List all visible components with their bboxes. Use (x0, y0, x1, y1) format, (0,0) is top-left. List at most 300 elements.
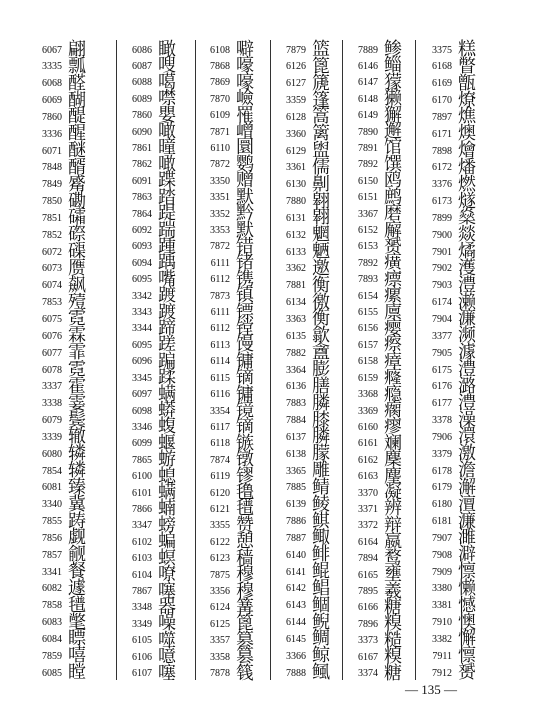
entry-character: 燔 (458, 156, 476, 178)
entry-code: 3340 (42, 499, 62, 511)
entry-code: 7880 (286, 196, 306, 208)
entry-code: 3379 (432, 448, 452, 460)
entry-character: 鲳 (312, 577, 330, 599)
entry-character: 螨 (158, 482, 176, 504)
entry-row (418, 663, 476, 683)
entry-character: 澼 (458, 544, 476, 566)
entry-code: 7894 (358, 553, 378, 565)
entry-character: 霎 (68, 392, 86, 414)
entry-character: 鲱 (312, 544, 330, 566)
entry-character: 儒 (312, 156, 330, 178)
entry-code: 6096 (132, 356, 152, 368)
entry-character: 篷 (312, 89, 330, 111)
entry-character: 磲 (68, 241, 86, 263)
entry-character: 噻 (158, 662, 176, 684)
entry-character: 篱 (312, 123, 330, 145)
entry-character: 霓 (68, 359, 86, 380)
entry-row (196, 664, 254, 684)
entry-code: 6180 (432, 499, 452, 511)
entry-character: 镠 (236, 465, 254, 487)
entry-code: 6094 (132, 257, 152, 269)
entry-character: 嚎 (236, 55, 254, 77)
entry-code: 3337 (42, 381, 62, 393)
entry-code: 6123 (210, 553, 230, 565)
entry-character: 觱 (68, 173, 86, 195)
entry-character: 镌 (236, 268, 254, 290)
entry-character: 醚 (68, 140, 86, 162)
entry-code: 7865 (132, 454, 152, 466)
entry-code: 6134 (286, 297, 306, 309)
entry-code: 7862 (132, 159, 152, 171)
entry-code: 6077 (42, 347, 62, 359)
entry-character: 壅 (384, 564, 402, 586)
entry-character: 踌 (68, 510, 86, 532)
entry-character: 瘭 (384, 268, 402, 290)
entry-code: 3338 (42, 398, 62, 410)
entry-code: 6175 (432, 364, 452, 376)
entry-code: 3353 (210, 225, 230, 236)
entry-character: 氅 (68, 611, 86, 633)
entry-character: 氇 (236, 482, 254, 504)
entry-code: 6084 (42, 633, 62, 645)
entry-character: 糖 (384, 662, 402, 684)
entry-code: 3371 (358, 503, 378, 515)
entry-column-2 (118, 39, 200, 684)
entry-character: 镇 (236, 285, 254, 307)
entry-column-1 (28, 39, 118, 684)
entry-character: 器 (158, 596, 176, 618)
entry-code: 3381 (432, 600, 452, 612)
entry-character: 燧 (458, 190, 476, 212)
entry-character: 踵 (158, 235, 176, 257)
entry-code: 6092 (132, 225, 152, 236)
entry-code: 3355 (210, 520, 230, 532)
entry-code: 6146 (358, 60, 378, 72)
entry-character: 螟 (158, 547, 176, 569)
entry-character: 蹁 (158, 350, 176, 372)
entry-character: 燚 (458, 224, 476, 246)
column-divider (270, 40, 271, 680)
entry-code: 7900 (432, 229, 452, 241)
entry-character: 魉 (312, 241, 330, 263)
entry-character: 懊 (458, 611, 476, 633)
entry-character: 辚 (68, 460, 86, 482)
entry-character: 鲷 (312, 628, 330, 650)
entry-code: 6078 (42, 364, 62, 376)
entry-code: 6166 (358, 602, 378, 614)
entry-code: 7892 (358, 257, 378, 269)
entry-character: 懈 (458, 628, 476, 650)
entry-code: 6156 (358, 323, 378, 335)
entry-code: 7868 (210, 60, 230, 72)
entry-character: 激 (458, 443, 476, 465)
entry-character: 鲸 (312, 645, 330, 667)
entry-character: 嚎 (236, 71, 254, 93)
entry-character: 瞠 (68, 662, 86, 684)
entry-code: 6111 (210, 257, 230, 269)
entry-code: 6099 (132, 438, 152, 450)
entry-code: 6176 (432, 381, 452, 393)
entry-code: 7905 (432, 347, 452, 359)
entry-character: 鸥 (384, 170, 402, 192)
entry-code: 7860 (42, 111, 62, 123)
entry-column-6 (418, 39, 498, 684)
entry-code: 6135 (286, 330, 306, 342)
entry-character: 鲵 (312, 611, 330, 633)
entry-code: 3375 (432, 44, 452, 56)
entry-character: 镦 (236, 449, 254, 471)
entry-code: 3351 (210, 192, 230, 204)
entry-code: 6152 (358, 225, 378, 236)
entry-code: 6129 (286, 145, 306, 157)
entry-code: 6112 (210, 274, 230, 286)
entry-code: 7885 (286, 482, 306, 494)
entry-code: 6115 (210, 372, 230, 384)
entry-character: 蹄 (158, 317, 176, 339)
entry-code: 6126 (286, 61, 306, 73)
entry-character: 燃 (458, 173, 476, 195)
entry-code: 6169 (432, 78, 452, 90)
entry-character: 噬 (158, 629, 176, 651)
entry-character: 澥 (458, 476, 476, 498)
entry-character: 穑 (236, 547, 254, 569)
entry-code: 7873 (210, 290, 230, 302)
entry-character: 瞥 (458, 55, 476, 77)
entry-code: 6068 (42, 78, 62, 90)
entry-character: 凝 (384, 482, 402, 504)
entry-character: 鲰 (312, 527, 330, 549)
entry-code: 7872 (210, 241, 230, 253)
entry-code: 6177 (432, 398, 452, 410)
entry-code: 6131 (286, 212, 306, 224)
entry-character: 殪 (68, 291, 86, 313)
entry-character: 斓 (384, 432, 402, 454)
entry-character: 篡 (236, 629, 254, 651)
entry-character: 燏 (458, 241, 476, 263)
entry-character: 曈 (158, 137, 176, 159)
entry-character: 镞 (236, 432, 254, 454)
entry-code: 6148 (358, 93, 378, 105)
entry-character: 蝘 (158, 432, 176, 454)
entry-character: 盥 (312, 140, 330, 162)
entry-character: 觑 (68, 527, 86, 549)
entry-code: 3373 (358, 635, 378, 647)
entry-code: 3341 (42, 566, 62, 578)
entry-character: 圜 (236, 137, 254, 159)
entry-character: 嘻 (68, 645, 86, 667)
entry-code: 3347 (132, 520, 152, 532)
entry-code: 3370 (358, 487, 378, 499)
entry-code: 3354 (210, 405, 230, 417)
entry-code: 7866 (132, 503, 152, 515)
entry-character: 瘰 (384, 285, 402, 307)
entry-code: 7906 (432, 431, 452, 443)
entry-character: 醑 (68, 156, 86, 178)
entry-character: 癃 (384, 367, 402, 389)
entry-code: 6108 (210, 44, 230, 56)
entry-character: 镖 (236, 301, 254, 323)
entry-code: 6117 (210, 421, 230, 433)
entry-character: 噶 (158, 71, 176, 93)
entry-character: 歙 (312, 325, 330, 347)
entry-character: 邂 (384, 121, 402, 143)
entry-code: 7886 (286, 516, 306, 528)
entry-character: 廪 (384, 301, 402, 323)
entry-character: 膦 (312, 426, 330, 448)
entry-code: 7856 (42, 532, 62, 544)
entry-code: 3364 (286, 364, 306, 376)
entry-code: 6178 (432, 465, 452, 477)
entry-code: 3346 (132, 421, 152, 433)
entry-character: 踱 (158, 285, 176, 307)
entry-character: 赝 (68, 257, 86, 279)
entry-code: 7855 (42, 516, 62, 528)
entry-character: 霖 (68, 325, 86, 347)
entry-character: 镗 (236, 317, 254, 339)
entry-code: 3359 (286, 95, 306, 107)
entry-character: 麇 (384, 449, 402, 471)
entry-character: 瞟 (68, 628, 86, 650)
entry-code: 6124 (210, 602, 230, 614)
entry-code: 6153 (358, 241, 378, 253)
entry-code: 6098 (132, 405, 152, 417)
entry-character: 噤 (158, 88, 176, 110)
entry-row (118, 664, 176, 684)
entry-character: 燠 (458, 123, 476, 145)
entry-character: 锗 (236, 252, 254, 274)
entry-code: 6074 (42, 280, 62, 292)
entry-character: 瓢 (68, 55, 86, 77)
entry-code: 7869 (210, 77, 230, 89)
entry-code: 7871 (210, 126, 230, 138)
entry-character: 辚 (68, 443, 86, 465)
entry-code: 7872 (210, 159, 230, 171)
entry-code: 6167 (358, 651, 378, 663)
entry-character: 醛 (68, 72, 86, 94)
entry-character: 霓 (68, 308, 86, 330)
entry-code: 3366 (286, 650, 306, 662)
entry-character: 獬 (384, 104, 402, 126)
entry-code: 7890 (358, 126, 378, 138)
entry-character: 瘴 (384, 350, 402, 372)
entry-character: 嘴 (158, 268, 176, 290)
entry-code: 6174 (432, 297, 452, 309)
entry-character: 醐 (68, 89, 86, 111)
entry-code: 6116 (210, 389, 230, 401)
entry-character: 麈 (384, 465, 402, 487)
entry-code: 6122 (210, 536, 230, 548)
entry-character: 鲴 (312, 594, 330, 616)
entry-character: 蝣 (158, 449, 176, 471)
entry-code: 3368 (358, 389, 378, 401)
entry-code: 6138 (286, 448, 306, 460)
entry-character: 篝 (236, 596, 254, 618)
entry-code: 6151 (358, 192, 378, 204)
entry-character: 澹 (458, 460, 476, 482)
entry-code: 6097 (132, 389, 152, 401)
entry-character: 螅 (158, 465, 176, 487)
entry-code: 6161 (358, 438, 378, 450)
entry-code: 6150 (358, 175, 378, 187)
entry-character: 獴 (384, 71, 402, 93)
entry-code: 6107 (132, 668, 152, 680)
entry-character: 磜 (68, 224, 86, 246)
entry-character: 潞 (458, 375, 476, 397)
entry-code: 6083 (42, 617, 62, 629)
entry-code: 3378 (432, 415, 452, 427)
entry-character: 餐 (68, 561, 86, 583)
entry-code: 7874 (210, 454, 230, 466)
entry-character: 鹦 (236, 153, 254, 175)
entry-character: 噉 (158, 121, 176, 143)
entry-code: 6121 (210, 503, 230, 515)
entry-character: 醍 (68, 106, 86, 128)
entry-character: 濉 (458, 527, 476, 549)
entry-code: 7907 (432, 532, 452, 544)
entry-character: 膦 (312, 392, 330, 414)
entry-character: 懒 (458, 577, 476, 599)
entry-code: 3350 (210, 175, 230, 187)
entry-character: 燋 (458, 106, 476, 128)
entry-character: 蝙 (158, 531, 176, 553)
entry-code: 3343 (132, 307, 152, 319)
entry-code: 7857 (42, 549, 62, 561)
entry-character: 嗖 (158, 55, 176, 77)
entry-code: 6141 (286, 566, 306, 578)
entry-code: 6085 (42, 667, 62, 679)
entry-code: 6127 (286, 78, 306, 90)
entry-character: 篪 (312, 72, 330, 94)
entry-character: 磡 (68, 190, 86, 212)
entry-character: 濂 (458, 510, 476, 532)
entry-code: 6170 (432, 95, 452, 107)
entry-code: 6101 (132, 487, 152, 499)
entry-code: 3356 (210, 586, 230, 598)
entry-character: 错 (236, 235, 254, 257)
entry-code: 7911 (432, 650, 452, 662)
entry-code: 6109 (210, 110, 230, 122)
entry-character: 澧 (458, 359, 476, 380)
entry-character: 鲲 (312, 561, 330, 583)
entry-code: 7904 (432, 313, 452, 325)
entry-code: 6105 (132, 635, 152, 647)
entry-code: 6154 (358, 290, 378, 302)
entry-character: 黔 (236, 203, 254, 225)
entry-code: 7860 (132, 110, 152, 122)
entry-character: 膝 (312, 409, 330, 431)
entry-character: 醒 (68, 123, 86, 145)
entry-character: 觎 (68, 544, 86, 566)
entry-code: 6139 (286, 499, 306, 511)
entry-code: 6130 (286, 179, 306, 191)
entry-character: 瞰 (158, 39, 176, 60)
entry-code: 6118 (210, 438, 230, 450)
entry-code: 7867 (132, 586, 152, 598)
entry-character: 螨 (158, 383, 176, 405)
entry-code: 7852 (42, 229, 62, 241)
entry-character: 鹜 (384, 547, 402, 569)
entry-character: 穆 (236, 564, 254, 586)
entry-code: 7898 (432, 145, 452, 157)
entry-code: 3344 (132, 323, 152, 335)
entry-code: 6132 (286, 229, 306, 241)
entry-character: 鲻 (384, 55, 402, 77)
entry-code: 6089 (132, 93, 152, 105)
entry-code: 6179 (432, 482, 452, 494)
entry-column-5 (344, 39, 416, 684)
entry-code: 7853 (42, 297, 62, 309)
entry-code: 7878 (210, 668, 230, 680)
entry-character: 踱 (158, 301, 176, 323)
entry-character: 濩 (458, 257, 476, 279)
entry-code: 6158 (358, 356, 378, 368)
entry-code: 3336 (42, 128, 62, 140)
entry-code: 3367 (358, 208, 378, 220)
entry-code: 6162 (358, 454, 378, 466)
entry-code: 3345 (132, 372, 152, 384)
entry-character: 濑 (458, 291, 476, 313)
entry-code: 6080 (42, 448, 62, 460)
entry-code: 6072 (42, 246, 62, 258)
entry-code: 6171 (432, 128, 452, 140)
entry-character: 镛 (236, 383, 254, 405)
page-number: — 135 — (405, 682, 457, 697)
entry-character: 翱 (312, 190, 330, 212)
entry-code: 3374 (358, 668, 378, 680)
entry-code: 3362 (286, 263, 306, 275)
entry-character: 糖 (384, 596, 402, 618)
entry-code: 6168 (432, 61, 452, 73)
entry-character: 踏 (158, 186, 176, 208)
entry-code: 7879 (286, 44, 306, 56)
entry-code: 3342 (132, 290, 152, 302)
entry-character: 镛 (236, 350, 254, 372)
entry-character: 嘹 (158, 564, 176, 586)
entry-code: 6136 (286, 381, 306, 393)
entry-character: 鲭 (312, 476, 330, 498)
entry-code: 7861 (132, 142, 152, 154)
entry-character: 羲 (384, 580, 402, 602)
entry-code: 6079 (42, 415, 62, 427)
entry-code: 3382 (432, 633, 452, 645)
entry-code: 6091 (132, 175, 152, 187)
entry-character: 穆 (236, 580, 254, 602)
entry-character: 踶 (158, 203, 176, 225)
entry-character: 辨 (384, 498, 402, 520)
entry-code: 7912 (432, 667, 452, 679)
entry-code: 3376 (432, 179, 452, 191)
entry-character: 嬰 (158, 104, 176, 126)
entry-character: 甑 (458, 72, 476, 94)
entry-character: 镝 (236, 416, 254, 438)
entry-code: 3380 (432, 583, 452, 595)
entry-code: 6160 (358, 421, 378, 433)
entry-code: 6133 (286, 246, 306, 258)
entry-character: 辩 (384, 514, 402, 536)
entry-code: 6147 (358, 77, 378, 89)
entry-code: 3361 (286, 162, 306, 174)
entry-code: 6073 (42, 263, 62, 275)
entry-code: 7858 (42, 600, 62, 612)
entry-code: 7892 (358, 159, 378, 171)
entry-code: 6112 (210, 323, 230, 335)
entry-code: 6095 (132, 274, 152, 286)
entry-code: 3335 (42, 61, 62, 73)
entry-character: 憾 (458, 594, 476, 616)
entry-code: 6120 (210, 487, 230, 499)
entry-character: 鲹 (384, 39, 402, 60)
entry-code: 6093 (132, 241, 152, 253)
